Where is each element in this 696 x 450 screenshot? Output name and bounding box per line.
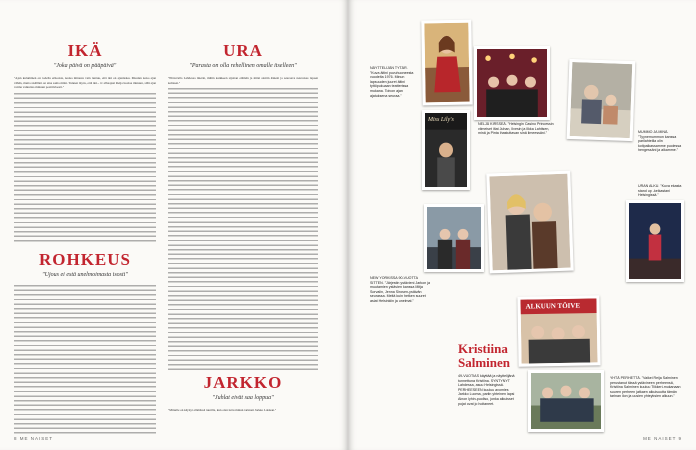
section-intro-jarkko: "Minulle on käynyt elämässä tuurilla, kun olen tuttu minun tarinani Jarkko Laiskan." bbox=[168, 408, 277, 413]
stand-up-image bbox=[629, 203, 681, 279]
section-title-rohkeus: ROHKEUS bbox=[38, 249, 132, 269]
caption-mummo-ja-mina: MUMMO JA MINÄ. "Tyynemummon kanssa parilahteilla olin kotipaikassamme puolessa hengessäni ja aikamme." bbox=[638, 130, 682, 153]
girl-red-dress-image bbox=[424, 23, 469, 103]
sign-miss-lilys: Miss Lily's bbox=[428, 117, 454, 123]
section-title-jarkko: JARKKO bbox=[203, 373, 283, 393]
section-subtitle-ika: "Joka päivä on pääpäivä" bbox=[53, 63, 117, 69]
section-subtitle-jarkko: "Juhlat eivät saa loppua" bbox=[212, 395, 274, 402]
section-intro-ika: "Ajan kuluminen on todella erikoista, koska minusta vain tuntuu, että ikä on ajanlasku. Muutun koko ajan vähän, mutta sisälläni on aina sama minä. Tunnen myös, että ikä... tv-vihaajasi Reija luottaa minuun, sillä ajan voima vaikuttaa minuun positiivisesti." bbox=[14, 76, 156, 90]
caption-new-yorkissa: NEW YORKISSA 90-VUOTTA SITTEN. "Järjestin ystävieni Jarkon ja muutamien ystävien kanssa Mitja Sorvalin, Jenna Sirosen-ystävän seurassa. Meitä kuin hetken suuret asiat Helsinkiin ja unelmat." bbox=[370, 276, 430, 303]
caption-yhta-perhetta: YHTÄ PERHETTÄ. "Vaikei Reija Salminen perustanut tässä ystävineen perheensä, Kristiina Salminen kuuluu Tiikkeri-mukanaan suuren perheen jatkaen aikuisuutta tämän tarinan ilon ja uusien yhteyksien alkuun." bbox=[610, 376, 681, 399]
miss-lilys-image bbox=[425, 113, 467, 187]
section-title-ika: IKÄ bbox=[67, 41, 103, 60]
section-title-ura: URA bbox=[223, 41, 263, 60]
photo-group-stage bbox=[474, 46, 550, 120]
body-text-block bbox=[14, 93, 156, 243]
left-column-b bbox=[168, 42, 318, 416]
photo-two-women bbox=[486, 171, 573, 274]
photo-miss-lilys bbox=[422, 110, 470, 190]
two-women-image bbox=[489, 174, 570, 271]
photo-new-york bbox=[424, 204, 484, 272]
grandmother-image bbox=[570, 62, 633, 138]
section-subtitle-ura: "Parasta on olla rehellinen omalle itselleen" bbox=[189, 63, 297, 69]
body-text-block bbox=[14, 285, 156, 435]
photo-grandmother bbox=[567, 59, 636, 141]
page-footer-right: ME NAISET 9 bbox=[643, 436, 682, 441]
name-description: 49-VUOTIAS käyttää ja näyttelijänä tunnettuna Kristiina. SYNTYNYT Lahdessa, asuu Helsingissä. PERHEESEEN kuuluu avomies Jarkko Luoma, pariin yhteinen lapsi Ainon lyhin-puoliso, jonka aikuisset pojat ovat jo hoitaneet. bbox=[458, 374, 515, 406]
right-page bbox=[348, 0, 696, 450]
name-title-first: Kristiina bbox=[458, 341, 508, 356]
photo-girl-red-dress bbox=[421, 20, 472, 106]
new-york-image bbox=[427, 207, 481, 269]
name-title-last: Salminen bbox=[458, 355, 511, 370]
photo-alkuun-toive bbox=[517, 295, 600, 366]
family-group-image bbox=[531, 373, 601, 429]
section-intro-ura: "80-luvulla Lahdessa mietin, mihin kaikkeen sijoitan elämän ja minä aloitin ääneni ja seuraava neuvokas lapsen kohteen." bbox=[168, 76, 318, 85]
sign-alkuun-toive: ALKUUN TÖIVE bbox=[525, 301, 581, 311]
caption-nelja-kirssea: NELJÄ KIRSSEÄ. "Helsingin Casino Princessin viimeiset iltat Juhan, Ilvesin ja Ilkka Lahtisen, minä ja Pinta ihastuttavan sinä ilmeessäni." bbox=[478, 122, 554, 136]
photo-family-group bbox=[528, 370, 604, 432]
body-text-block bbox=[168, 88, 318, 370]
left-column-a bbox=[14, 42, 156, 435]
page-footer-left: 8 ME NAISET bbox=[14, 436, 54, 441]
caption-nayttelijan-tytar: NÄYTTELIJÄN TYTÄR. "Kuva äitini puvuhuoneesta vuodelta 1976. Minun lapsuuden juuret äitini tyttöpukuaan teatterissa mukana. Toivon ajan ajatuksena seuraa." bbox=[370, 66, 414, 98]
group-stage-image bbox=[477, 49, 547, 117]
section-subtitle-rohkeus: "Ujous ei estä unelmoimasta isosti" bbox=[42, 271, 128, 278]
caption-uran-alku: URAN ALKU. "Kuva ekasta stand up -keikastani Helsingissä." bbox=[638, 184, 682, 198]
photo-stand-up bbox=[626, 200, 684, 282]
